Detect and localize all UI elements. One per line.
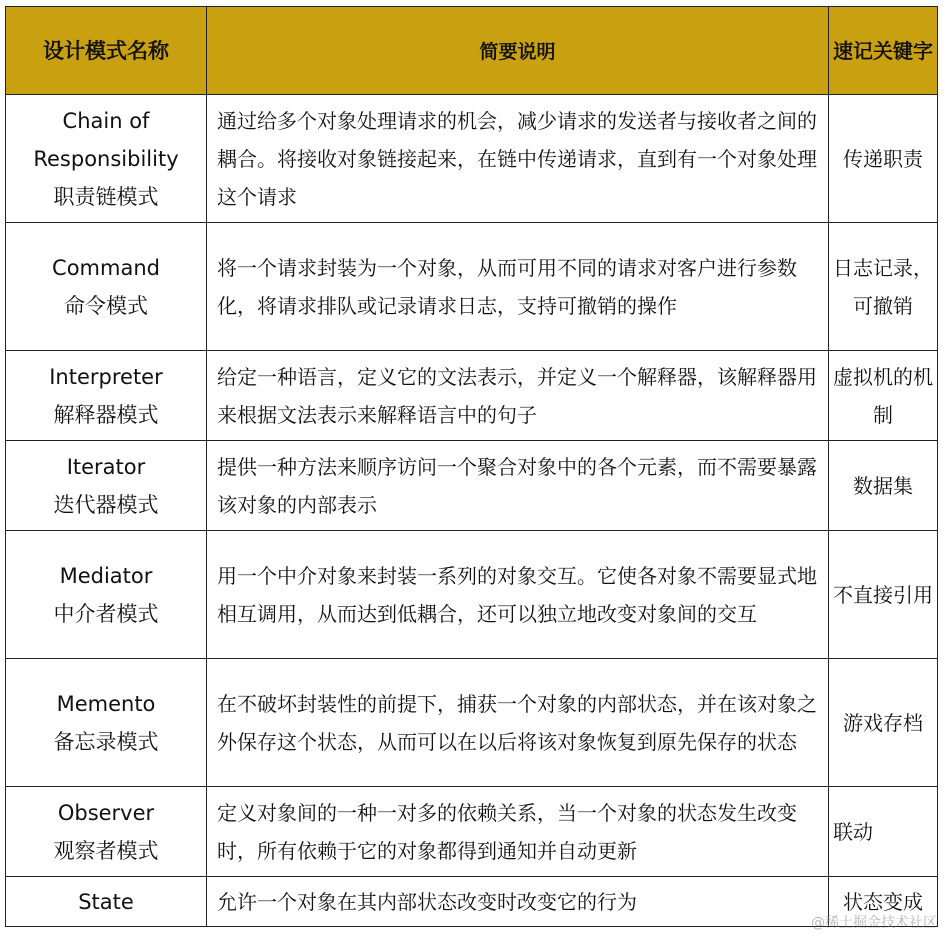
pattern-description: 用一个中介对象来封装一系列的对象交互。它使各对象不需要显式地相互调用，从而达到低耦合，还可以独立地改变对象间的交互 — [207, 531, 829, 659]
pattern-keyword: 传递职责 — [829, 95, 938, 223]
pattern-name-cell — [6, 223, 207, 351]
pattern-name-cell — [6, 531, 207, 659]
table-row — [6, 441, 938, 531]
pattern-keyword: 日志记录，可撤销 — [829, 223, 938, 351]
table-row — [6, 531, 938, 659]
pattern-name-en: Interpreter — [49, 364, 163, 389]
pattern-name-cn: 观察者模式 — [53, 838, 159, 863]
pattern-keyword: 状态变成 — [829, 877, 938, 927]
pattern-keyword: 游戏存档 — [829, 659, 938, 787]
design-patterns-table — [5, 6, 938, 927]
pattern-keyword: 联动 — [829, 787, 938, 877]
pattern-name-cell — [6, 351, 207, 441]
pattern-name-cn: 备忘录模式 — [53, 729, 159, 754]
pattern-name-en: Chain of Responsibility — [33, 108, 179, 171]
pattern-name-cell — [6, 441, 207, 531]
pattern-name-en: State — [78, 889, 134, 914]
pattern-name-cn: 职责链模式 — [53, 184, 159, 209]
pattern-name-cn: 解释器模式 — [53, 402, 159, 427]
table-header-row — [6, 7, 938, 95]
pattern-description: 将一个请求封装为一个对象，从而可用不同的请求对客户进行参数化，将请求排队或记录请求日志，支持可撤销的操作 — [207, 223, 829, 351]
table-row — [6, 351, 938, 441]
pattern-description: 提供一种方法来顺序访问一个聚合对象中的各个元素，而不需要暴露该对象的内部表示 — [207, 441, 829, 531]
pattern-description: 允许一个对象在其内部状态改变时改变它的行为 — [207, 877, 829, 927]
pattern-description: 给定一种语言，定义它的文法表示，并定义一个解释器，该解释器用来根据文法表示来解释语言中的句子 — [207, 351, 829, 441]
header-pattern-name: 设计模式名称 — [6, 7, 207, 95]
pattern-name-cell — [6, 95, 207, 223]
pattern-name-en: Memento — [56, 691, 156, 716]
pattern-name-en: Command — [52, 255, 160, 280]
table-row — [6, 95, 938, 223]
pattern-name-cell — [6, 787, 207, 877]
pattern-name-en: Mediator — [59, 563, 153, 588]
pattern-name-cn: 中介者模式 — [53, 601, 159, 626]
pattern-name-cn: 迭代器模式 — [53, 492, 159, 517]
table-row — [6, 787, 938, 877]
pattern-keyword: 数据集 — [829, 441, 938, 531]
pattern-name-cn: 命令模式 — [64, 293, 148, 318]
pattern-description: 通过给多个对象处理请求的机会，减少请求的发送者与接收者之间的耦合。将接收对象链接起来，在链中传递请求，直到有一个对象处理这个请求 — [207, 95, 829, 223]
pattern-name-cell — [6, 659, 207, 787]
pattern-name-cell — [6, 877, 207, 927]
pattern-keyword: 虚拟机的机制 — [829, 351, 938, 441]
pattern-description: 定义对象间的一种一对多的依赖关系，当一个对象的状态发生改变时，所有依赖于它的对象都得到通知并自动更新 — [207, 787, 829, 877]
pattern-description: 在不破坏封装性的前提下，捕获一个对象的内部状态，并在该对象之外保存这个状态，从而可以在以后将该对象恢复到原先保存的状态 — [207, 659, 829, 787]
pattern-name-en: Observer — [57, 800, 155, 825]
table-row — [6, 223, 938, 351]
header-keyword: 速记关键字 — [829, 7, 938, 95]
table-row — [6, 877, 938, 927]
watermark: @稀土掘金技术社区 — [811, 915, 937, 931]
header-description: 简要说明 — [207, 7, 829, 95]
pattern-name-en: Iterator — [66, 454, 146, 479]
pattern-keyword: 不直接引用 — [829, 531, 938, 659]
table-row — [6, 659, 938, 787]
